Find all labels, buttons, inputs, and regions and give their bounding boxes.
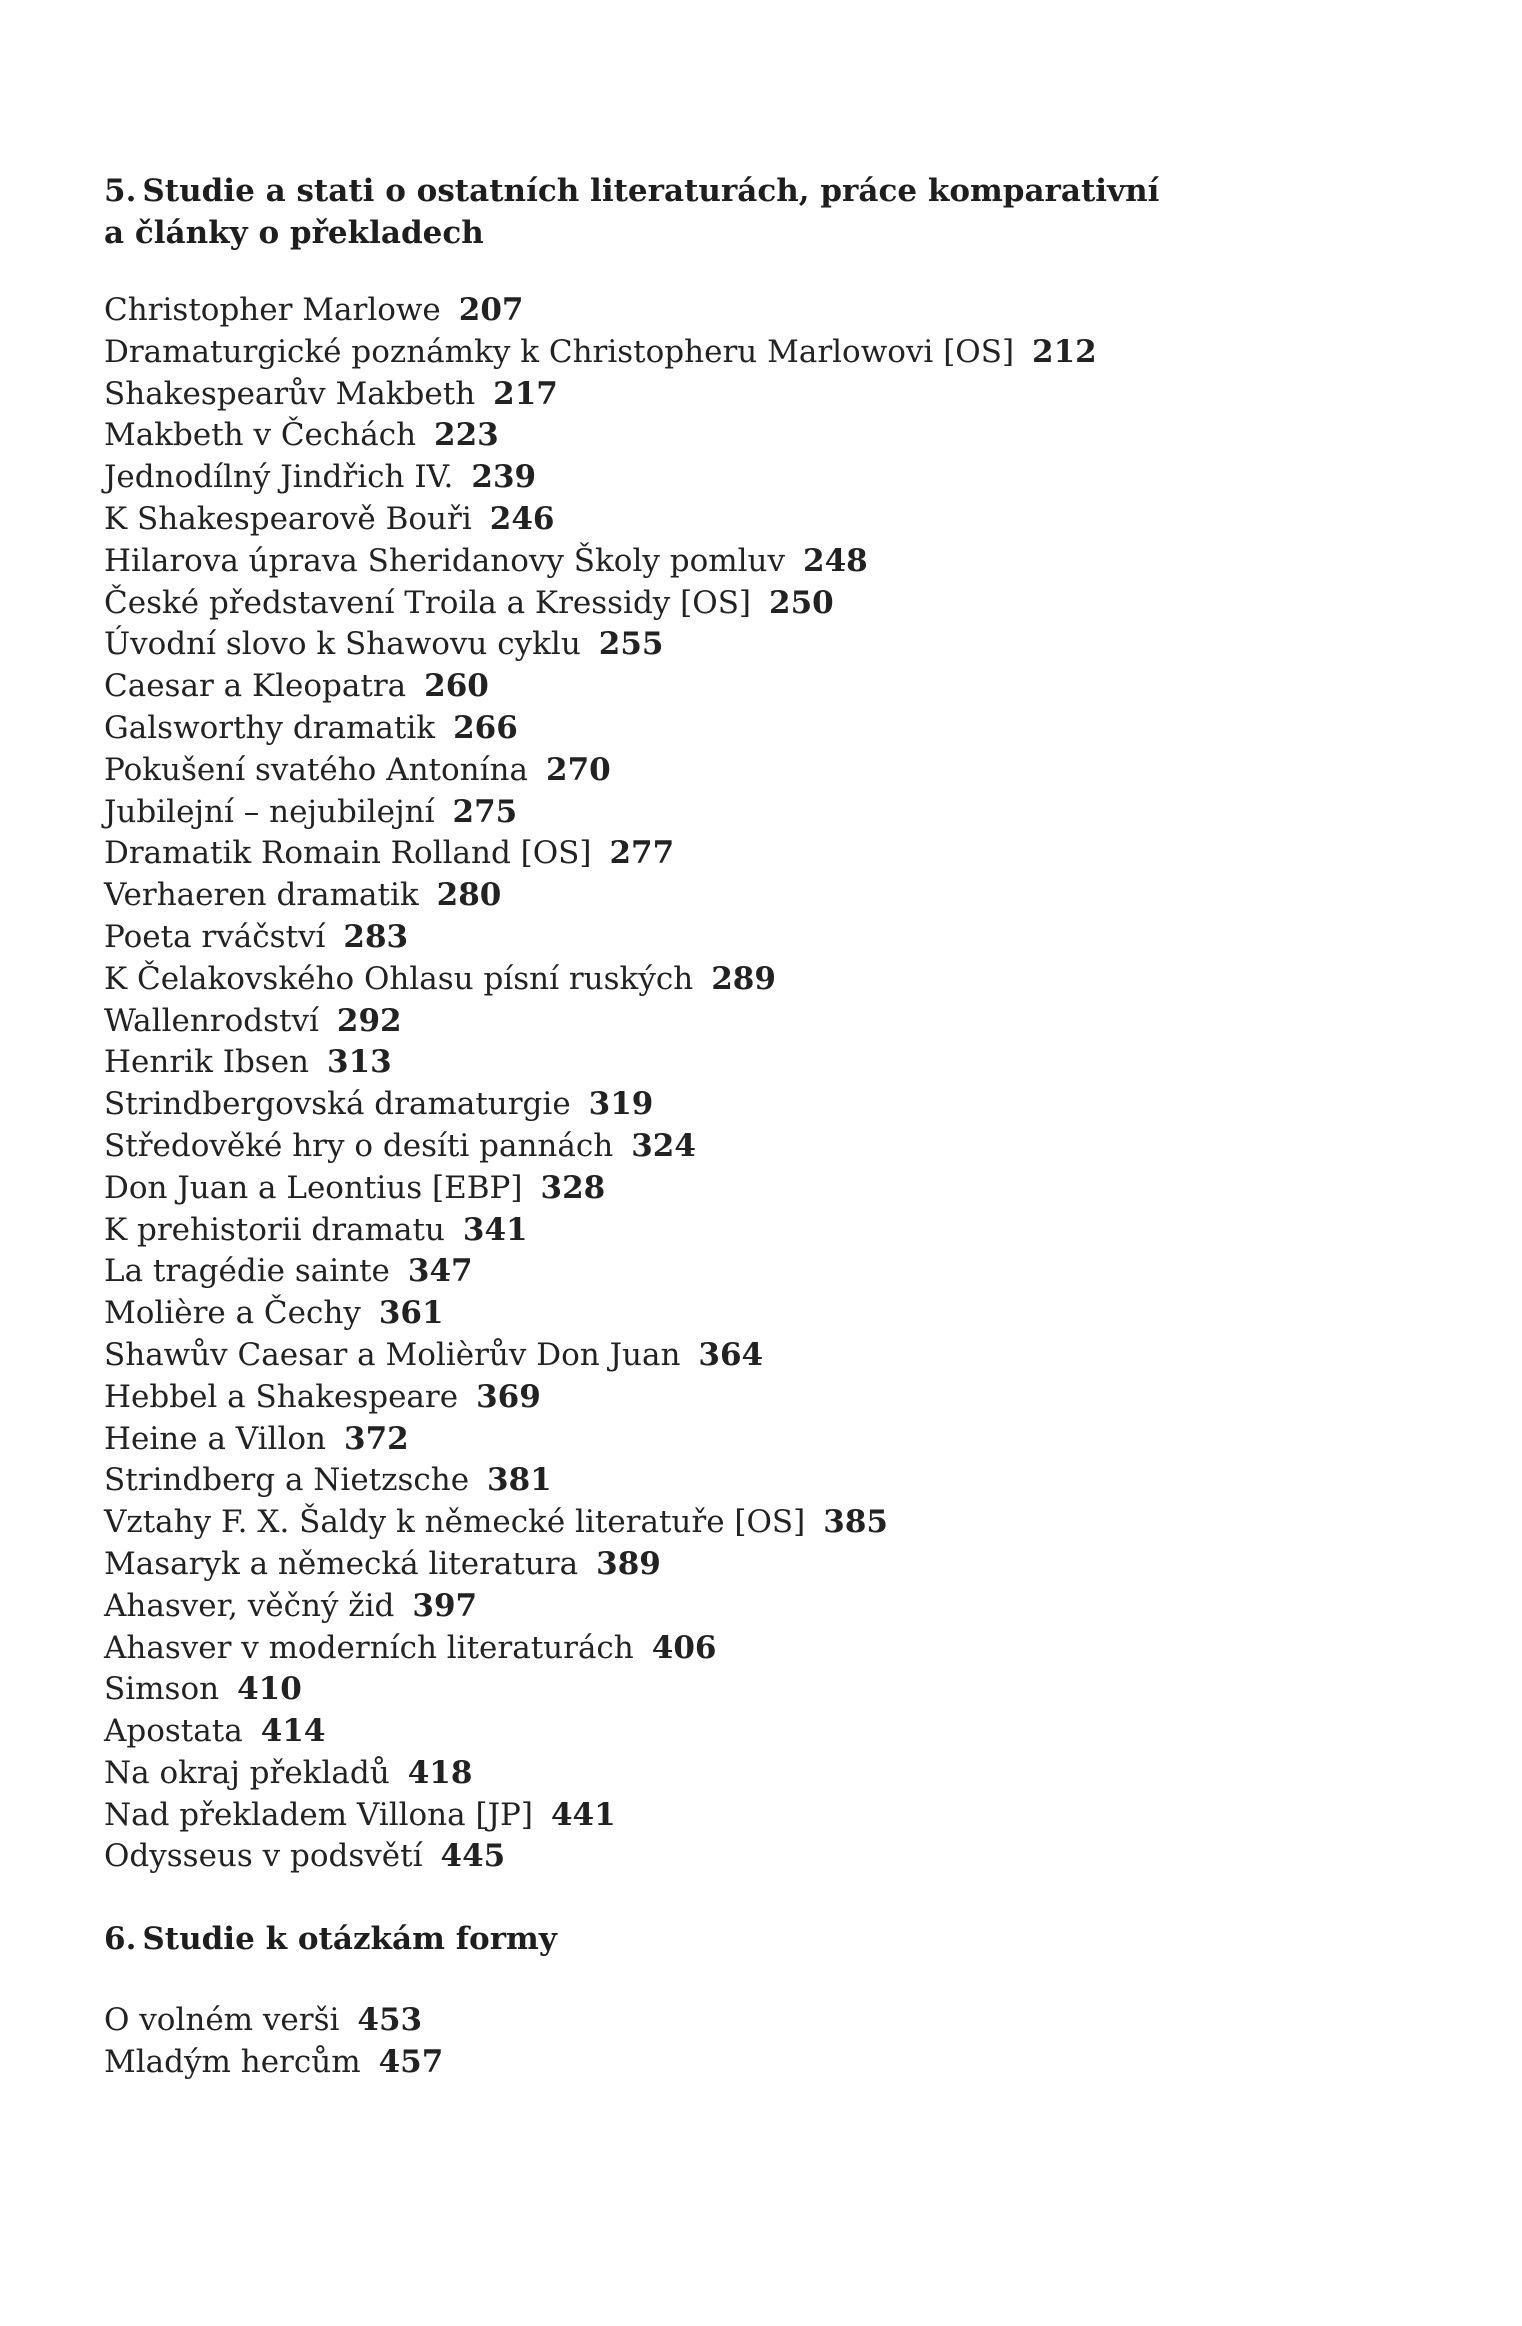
entry-title: Ahasver v moderních literaturách bbox=[104, 1629, 634, 1666]
toc-entry bbox=[104, 1836, 1404, 1878]
toc-entry bbox=[104, 1628, 1404, 1670]
entry-title: Vztahy F. X. Šaldy k německé literatuře [OS] bbox=[104, 1504, 806, 1541]
entry-page-number: 248 bbox=[803, 542, 868, 579]
entry-title: Henrik Ibsen bbox=[104, 1044, 310, 1081]
entry-title: Pokušení svatého Antonína bbox=[104, 751, 528, 788]
entry-page-number: 283 bbox=[343, 918, 409, 955]
entry-title: Na okraj překladů bbox=[104, 1754, 390, 1791]
entry-title: Nad překladem Villona [JP] bbox=[104, 1796, 533, 1833]
section-heading bbox=[104, 1918, 1404, 1960]
entry-list bbox=[104, 290, 1404, 1878]
entry-title: České představení Troila a Kressidy [OS] bbox=[104, 584, 752, 621]
entry-page-number: 347 bbox=[407, 1253, 473, 1290]
toc-entry bbox=[104, 750, 1404, 792]
section-heading bbox=[104, 170, 1404, 254]
entry-page-number: 389 bbox=[596, 1545, 661, 1582]
entry-page-number: 414 bbox=[260, 1713, 326, 1750]
toc-entry bbox=[104, 457, 1404, 499]
entry-title: Shakespearův Makbeth bbox=[104, 375, 476, 412]
toc-entry bbox=[104, 415, 1404, 457]
entry-page-number: 385 bbox=[823, 1504, 888, 1541]
entry-page-number: 341 bbox=[462, 1211, 528, 1248]
entry-page-number: 441 bbox=[550, 1796, 616, 1833]
toc-entry bbox=[104, 1586, 1404, 1628]
entry-title: Odysseus v podsvětí bbox=[104, 1838, 423, 1875]
entry-title: Dramatik Romain Rolland [OS] bbox=[104, 835, 592, 872]
toc-entry bbox=[104, 1042, 1404, 1084]
entry-page-number: 217 bbox=[493, 375, 558, 412]
toc-entry bbox=[104, 1377, 1404, 1419]
entry-page-number: 260 bbox=[424, 668, 489, 705]
entry-title: Jubilejní – nejubilejní bbox=[104, 793, 435, 830]
toc-entry bbox=[104, 290, 1404, 332]
entry-title: Strindbergovská dramaturgie bbox=[104, 1086, 571, 1123]
toc-entry bbox=[104, 1210, 1404, 1252]
entry-title: Molière a Čechy bbox=[104, 1295, 361, 1332]
toc-entry bbox=[104, 1753, 1404, 1795]
toc-entry bbox=[104, 792, 1404, 834]
entry-page-number: 319 bbox=[588, 1086, 654, 1123]
toc-entry bbox=[104, 2000, 1404, 2042]
entry-page-number: 369 bbox=[476, 1378, 541, 1415]
entry-title: O volném verši bbox=[104, 2002, 340, 2039]
entry-page-number: 328 bbox=[540, 1169, 606, 1206]
toc-entry bbox=[104, 332, 1404, 374]
entry-page-number: 453 bbox=[357, 2002, 423, 2039]
toc-entry bbox=[104, 833, 1404, 875]
entry-title: Don Juan a Leontius [EBP] bbox=[104, 1169, 523, 1206]
entry-title: Úvodní slovo k Shawovu cyklu bbox=[104, 626, 581, 663]
entry-page-number: 418 bbox=[407, 1754, 473, 1791]
entry-page-number: 223 bbox=[434, 417, 499, 454]
toc-entry bbox=[104, 1084, 1404, 1126]
toc-entry bbox=[104, 1126, 1404, 1168]
toc-entry bbox=[104, 1460, 1404, 1502]
entry-title: Hilarova úprava Sheridanovy Školy pomluv bbox=[104, 542, 786, 579]
entry-page-number: 239 bbox=[471, 459, 537, 496]
entry-page-number: 457 bbox=[378, 2044, 444, 2081]
toc-entry bbox=[104, 1168, 1404, 1210]
toc-section-5 bbox=[104, 170, 1404, 1878]
entry-page-number: 246 bbox=[489, 500, 555, 537]
entry-page-number: 324 bbox=[631, 1127, 696, 1164]
toc-section-6 bbox=[104, 1918, 1404, 2084]
entry-title: Caesar a Kleopatra bbox=[104, 668, 407, 705]
toc-entry bbox=[104, 1419, 1404, 1461]
entry-title: Apostata bbox=[104, 1713, 243, 1750]
toc-entry bbox=[104, 1795, 1404, 1837]
section-title-line2: a články o překladech bbox=[104, 215, 484, 251]
entry-title: K prehistorii dramatu bbox=[104, 1211, 445, 1248]
toc-entry bbox=[104, 1293, 1404, 1335]
entry-page-number: 313 bbox=[327, 1044, 392, 1081]
toc-entry bbox=[104, 875, 1404, 917]
section-number: 5. bbox=[104, 173, 137, 209]
entry-page-number: 445 bbox=[440, 1838, 506, 1875]
entry-title: Simson bbox=[104, 1671, 220, 1708]
entry-page-number: 381 bbox=[487, 1462, 552, 1499]
entry-title: Masaryk a německá literatura bbox=[104, 1545, 579, 1582]
section-title-line1: Studie a stati o ostatních literaturách, práce komparativní bbox=[142, 173, 1160, 209]
entry-title: Mladým hercům bbox=[104, 2044, 361, 2081]
toc-entry bbox=[104, 541, 1404, 583]
entry-page-number: 372 bbox=[344, 1420, 409, 1457]
entry-page-number: 277 bbox=[609, 835, 675, 872]
entry-page-number: 250 bbox=[769, 584, 834, 621]
entry-page-number: 397 bbox=[412, 1587, 478, 1624]
entry-title: Makbeth v Čechách bbox=[104, 417, 417, 454]
toc-entry bbox=[104, 1251, 1404, 1293]
toc-entry bbox=[104, 1502, 1404, 1544]
entry-page-number: 289 bbox=[711, 960, 776, 997]
entry-title: Heine a Villon bbox=[104, 1420, 327, 1457]
toc-entry bbox=[104, 1669, 1404, 1711]
section-number: 6. bbox=[104, 1921, 137, 1958]
entry-title: Galsworthy dramatik bbox=[104, 709, 436, 746]
entry-page-number: 266 bbox=[453, 709, 518, 746]
entry-page-number: 207 bbox=[458, 292, 524, 328]
entry-title: Strindberg a Nietzsche bbox=[104, 1462, 470, 1499]
entry-title: Poeta rváčství bbox=[104, 918, 326, 955]
entry-title: Verhaeren dramatik bbox=[104, 877, 419, 914]
entry-page-number: 275 bbox=[452, 793, 518, 830]
entry-title: Ahasver, věčný žid bbox=[104, 1587, 395, 1624]
toc-entry bbox=[104, 1001, 1404, 1043]
section-title-line1: Studie k otázkám formy bbox=[142, 1921, 557, 1958]
entry-page-number: 406 bbox=[651, 1629, 717, 1666]
entry-page-number: 280 bbox=[436, 877, 502, 914]
toc-entry bbox=[104, 499, 1404, 541]
entry-title: Hebbel a Shakespeare bbox=[104, 1378, 459, 1415]
toc-entry bbox=[104, 666, 1404, 708]
entry-title: Wallenrodství bbox=[104, 1002, 319, 1039]
toc-entry bbox=[104, 959, 1404, 1001]
toc-entry bbox=[104, 708, 1404, 750]
toc-entry bbox=[104, 374, 1404, 416]
entry-page-number: 270 bbox=[546, 751, 611, 788]
table-of-contents bbox=[104, 170, 1404, 2084]
entry-title: La tragédie sainte bbox=[104, 1253, 390, 1290]
toc-entry bbox=[104, 1711, 1404, 1753]
entry-page-number: 212 bbox=[1032, 333, 1097, 370]
entry-page-number: 255 bbox=[598, 626, 664, 663]
toc-entry bbox=[104, 1335, 1404, 1377]
toc-entry bbox=[104, 2042, 1404, 2084]
entry-list bbox=[104, 2000, 1404, 2084]
toc-entry bbox=[104, 624, 1404, 666]
entry-page-number: 292 bbox=[336, 1002, 402, 1039]
entry-title: Christopher Marlowe bbox=[104, 292, 441, 328]
entry-title: K Shakespearově Bouři bbox=[104, 500, 472, 537]
toc-entry bbox=[104, 1544, 1404, 1586]
entry-title: Dramaturgické poznámky k Christopheru Marlowovi [OS] bbox=[104, 333, 1015, 370]
entry-title: K Čelakovského Ohlasu písní ruských bbox=[104, 960, 694, 997]
entry-title: Jednodílný Jindřich IV. bbox=[104, 459, 454, 496]
entry-title: Středověké hry o desíti pannách bbox=[104, 1127, 614, 1164]
toc-entry bbox=[104, 583, 1404, 625]
toc-entry bbox=[104, 917, 1404, 959]
entry-page-number: 410 bbox=[237, 1671, 302, 1708]
entry-page-number: 364 bbox=[698, 1336, 764, 1373]
entry-page-number: 361 bbox=[378, 1295, 444, 1332]
entry-title: Shawův Caesar a Molièrův Don Juan bbox=[104, 1336, 681, 1373]
